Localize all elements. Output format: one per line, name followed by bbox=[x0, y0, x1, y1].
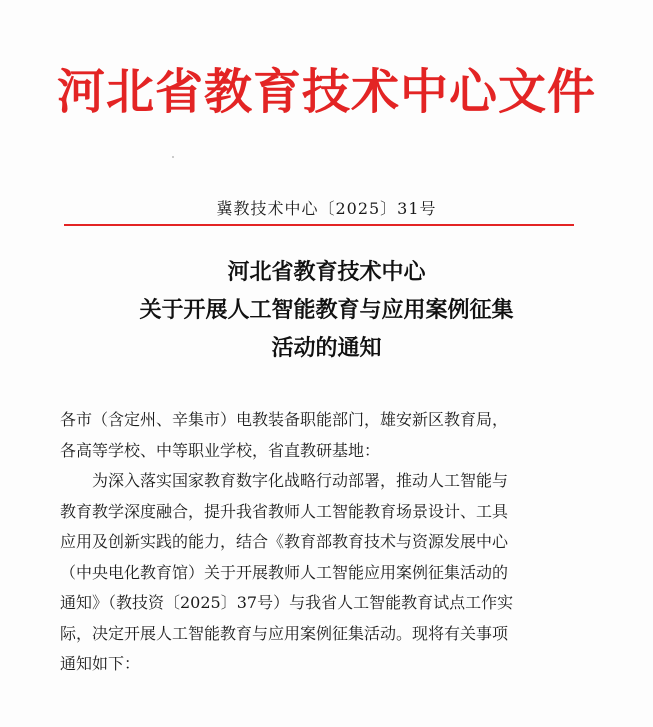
document-body bbox=[60, 405, 580, 680]
red-divider-line bbox=[64, 224, 574, 226]
paragraph-line: 际，决定开展人工智能教育与应用案例征集活动。现将有关事项 bbox=[60, 623, 509, 643]
scan-speck bbox=[172, 156, 174, 158]
addressee-line: 各市（含定州、辛集市）电教装备职能部门，雄安新区教育局， bbox=[60, 410, 509, 429]
paragraph-line: 通知》（教技资〔2025〕37号）与我省人工智能教育试点工作实 bbox=[60, 593, 514, 612]
title-line-1: 河北省教育技术中心 bbox=[227, 260, 426, 285]
document-title bbox=[0, 254, 653, 368]
paragraph-line: （中央电化教育馆）关于开展教师人工智能应用案例征集活动的 bbox=[60, 562, 509, 582]
paragraph-line: 应用及创新实践的能力，结合《教育部教育技术与资源发展中心 bbox=[60, 532, 509, 551]
document-number: 冀教技术中心〔2025〕31号 bbox=[216, 199, 437, 218]
paragraph-line: 为深入落实国家教育数字化战略行动部署，推动人工智能与 bbox=[92, 471, 509, 490]
title-line-2: 关于开展人工智能教育与应用案例征集 bbox=[139, 298, 514, 323]
title-line-3: 活动的通知 bbox=[271, 336, 382, 361]
masthead-title: 河北省教育技术中心文件 bbox=[56, 64, 596, 120]
paragraph-line: 教育教学深度融合，提升我省教师人工智能教育场景设计、工具 bbox=[60, 501, 509, 521]
paragraph-line: 通知如下： bbox=[60, 654, 141, 673]
addressee-line: 各高等学校、中等职业学校，省直教研基地： bbox=[60, 440, 381, 460]
